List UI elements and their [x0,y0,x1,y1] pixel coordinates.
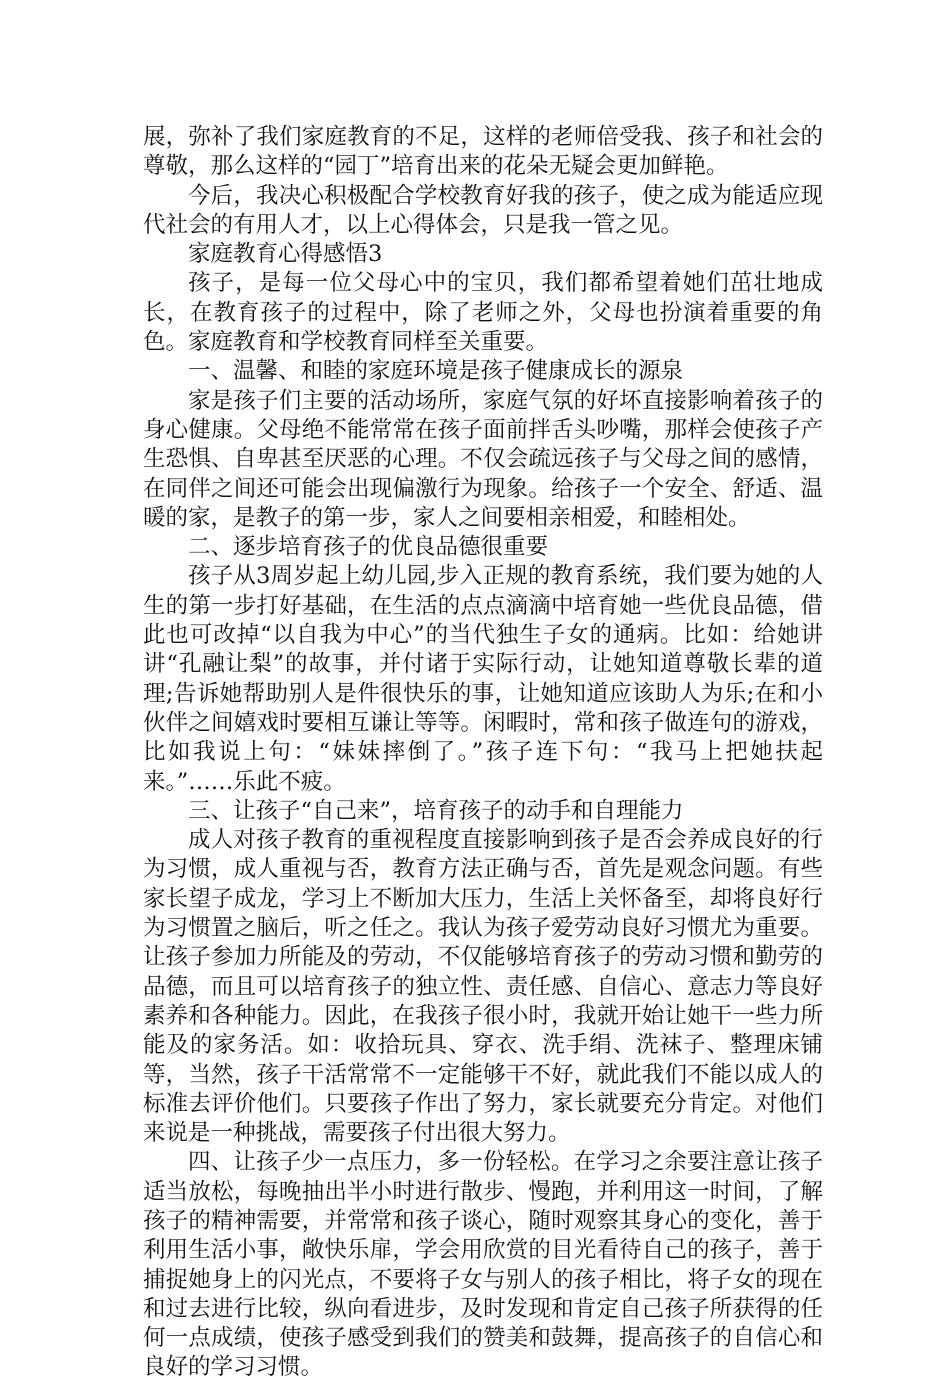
heading-one: 一、温馨、和睦的家庭环境是孩子健康成长的源泉 [188,358,684,385]
paragraph-continuation: 展，弥补了我们家庭教育的不足，这样的老师倍受我、孩子和社会的尊敬，那么这样的“园丁”培育出来的花朵无疑会更加鲜艳。 [143,124,823,180]
heading-three: 三、让孩子“自己来”，培育孩子的动手和自理能力 [188,797,684,824]
document-body [143,123,823,1383]
paragraph-less-pressure: 四、让孩子少一点压力，多一份轻松。在学习之余要注意让孩子适当放松，每晚抽出半小时进行散步、慢跑，并利用这一时间，了解孩子的精神需要，并常常和孩子谈心，随时观察其身心的变化，善于利用生活小事，敞快乐扉，学会用欣赏的目光看待自己的孩子，善于捕捉她身上的闪光点，不要将子女与别人的孩子相比，将子女的现在和过去进行比较，纵向看进步，及时发现和肯定自己孩子所获得的任何一点成绩，使孩子感受到我们的赞美和鼓舞，提高孩子的自信心和良好的学习习惯。 [143,1149,823,1381]
paragraph-home-environment: 家是孩子们主要的活动场所，家庭气氛的好坏直接影响着孩子的身心健康。父母绝不能常常在孩子面前拌舌头吵嘴，那样会使孩子产生恐惧、自卑甚至厌恶的心理。不仅会疏远孩子与父母之间的感情，在同伴之间还可能会出现偏激行为现象。给孩子一个安全、舒适、温暖的家，是教子的第一步，家人之间要相亲相爱，和睦相处。 [143,387,823,531]
paragraph-intro: 孩子，是每一位父母心中的宝贝，我们都希望着她们茁壮地成长，在教育孩子的过程中，除了老师之外，父母也扮演着重要的角色。家庭教育和学校教育同样至关重要。 [143,270,823,356]
paragraph-moral-character: 孩子从3周岁起上幼儿园,步入正规的教育系统，我们要为她的人生的第一步打好基础，在生活的点点滴滴中培育她一些优良品德，借此也可改掉“以自我为中心”的当代独生子女的通病。比如：给她讲讲“孔融让梨”的故事，并付诸于实际行动，让她知道尊敬长辈的道理;告诉她帮助别人是件很快乐的事，让她知道应该助人为乐;在和小伙伴之间嬉戏时要相互谦让等等。闲暇时，常和孩子做连句的游戏，比如我说上句：“妹妹摔倒了。”孩子连下句：“我马上把她扶起来。”……乐此不疲。 [143,563,823,795]
paragraph-resolution: 今后，我决心积极配合学校教育好我的孩子，使之成为能适应现代社会的有用人才，以上心得体会，只是我一管之见。 [143,182,823,238]
paragraph-self-reliance: 成人对孩子教育的重视程度直接影响到孩子是否会养成良好的行为习惯，成人重视与否，教育方法正确与否，首先是观念问题。有些家长望子成龙，学习上不断加大压力，生活上关怀备至，却将良好行为习惯置之脑后，听之任之。我认为孩子爱劳动良好习惯尤为重要。让孩子参加力所能及的劳动，不仅能够培育孩子的劳动习惯和勤劳的品德，而且可以培育孩子的独立性、责任感、自信心、意志力等良好素养和各种能力。因此，在我孩子很小时，我就开始让她干一些力所能及的家务活。如：收拾玩具、穿衣、洗手绢、洗袜子、整理床铺等，当然，孩子干活常常不一定能够干不好，就此我们不能以成人的标准去评价他们。只要孩子作出了努力，家长就要充分肯定。对他们来说是一种挑战，需要孩子付出很大努力。 [143,827,823,1147]
section-title: 家庭教育心得感悟3 [188,241,383,268]
heading-two: 二、逐步培育孩子的优良品德很重要 [188,534,549,561]
